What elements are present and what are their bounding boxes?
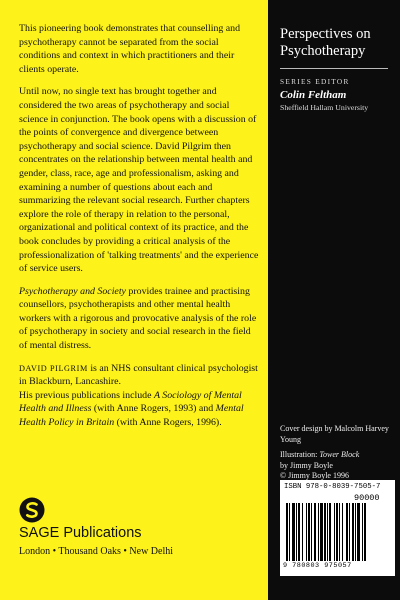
prev-pub-mid: (with Anne Rogers, 1993) and xyxy=(91,403,216,415)
series-panel xyxy=(268,0,400,600)
author-paragraph xyxy=(19,362,259,430)
prev-pub-suffix: (with Anne Rogers, 1996). xyxy=(114,417,222,429)
cover-design-credit: Cover design by Malcolm Harvey Young xyxy=(280,424,389,444)
series-editor-name: Colin Feltham xyxy=(280,89,347,101)
illustration-prefix: Illustration: xyxy=(280,450,320,459)
sage-s-logo-icon xyxy=(19,497,45,523)
illustration-credit xyxy=(280,450,398,482)
series-title: Perspectives on Psychotherapy xyxy=(280,26,371,59)
divider xyxy=(280,68,388,69)
main-paragraph: Until now, no single text has brought together and considered the two areas of psychotherapy and social science in conjunction. The book opens with a discussion of the points of convergence and divergence between psychotherapy and social science. David Pilgrim then concentrates on the relationship between mental health and gender, class, race, age and professionalism, asking and examining a number of questions about each and summarizing the relevant social research. Further chapters explore the role of therapy in relation to the personal, organizational and political context of its practice, and the book concludes by providing a critical analysis of the professionalization of 'talking treatments' and the experience of service users. xyxy=(19,86,259,275)
intro-paragraph: This pioneering book demonstrates that counselling and psychotherapy cannot be separated from the social conditions and context in which practitioners and their clients operate. xyxy=(19,23,241,75)
publisher-cities: London • Thousand Oaks • New Delhi xyxy=(19,546,174,557)
prev-pub-title-2: Mental Health Policy in Britain xyxy=(19,403,244,429)
author-bio: is an NHS consultant clinical psychologist in Blackburn, Lancashire. xyxy=(19,362,258,388)
publisher-name: SAGE Publications xyxy=(19,525,142,541)
barcode-number: 9 780803 975057 xyxy=(283,562,352,570)
series-editor-label: SERIES EDITOR xyxy=(280,77,350,86)
summary-text: provides trainee and practising counsellors, psychotherapists and other mental health workers with a rigorous and provocative analysis of the role of psychotherapy in society and social research in the field of mental distress. xyxy=(19,285,257,352)
illustration-artist: by Jimmy Boyle xyxy=(280,460,333,470)
illustration-title: Tower Block xyxy=(319,450,360,459)
blurb-text xyxy=(19,22,259,439)
isbn: ISBN 978-0-8039-7505-7 xyxy=(284,483,381,491)
prev-pub-title-1: A Sociology of Mental Health and Illness xyxy=(19,389,242,415)
series-editor-affiliation: Sheffield Hallam University xyxy=(280,103,369,112)
book-title: Psychotherapy and Society xyxy=(19,285,126,297)
barcode-icon xyxy=(284,503,392,561)
author-name: DAVID PILGRIM xyxy=(19,363,88,373)
barcode-block xyxy=(280,480,395,576)
prev-pub-prefix: His previous publications include xyxy=(19,389,154,401)
summary-paragraph xyxy=(19,285,259,353)
price-code: 90000 xyxy=(354,493,380,503)
illustration-copyright: © Jimmy Boyle 1996 xyxy=(280,471,349,481)
